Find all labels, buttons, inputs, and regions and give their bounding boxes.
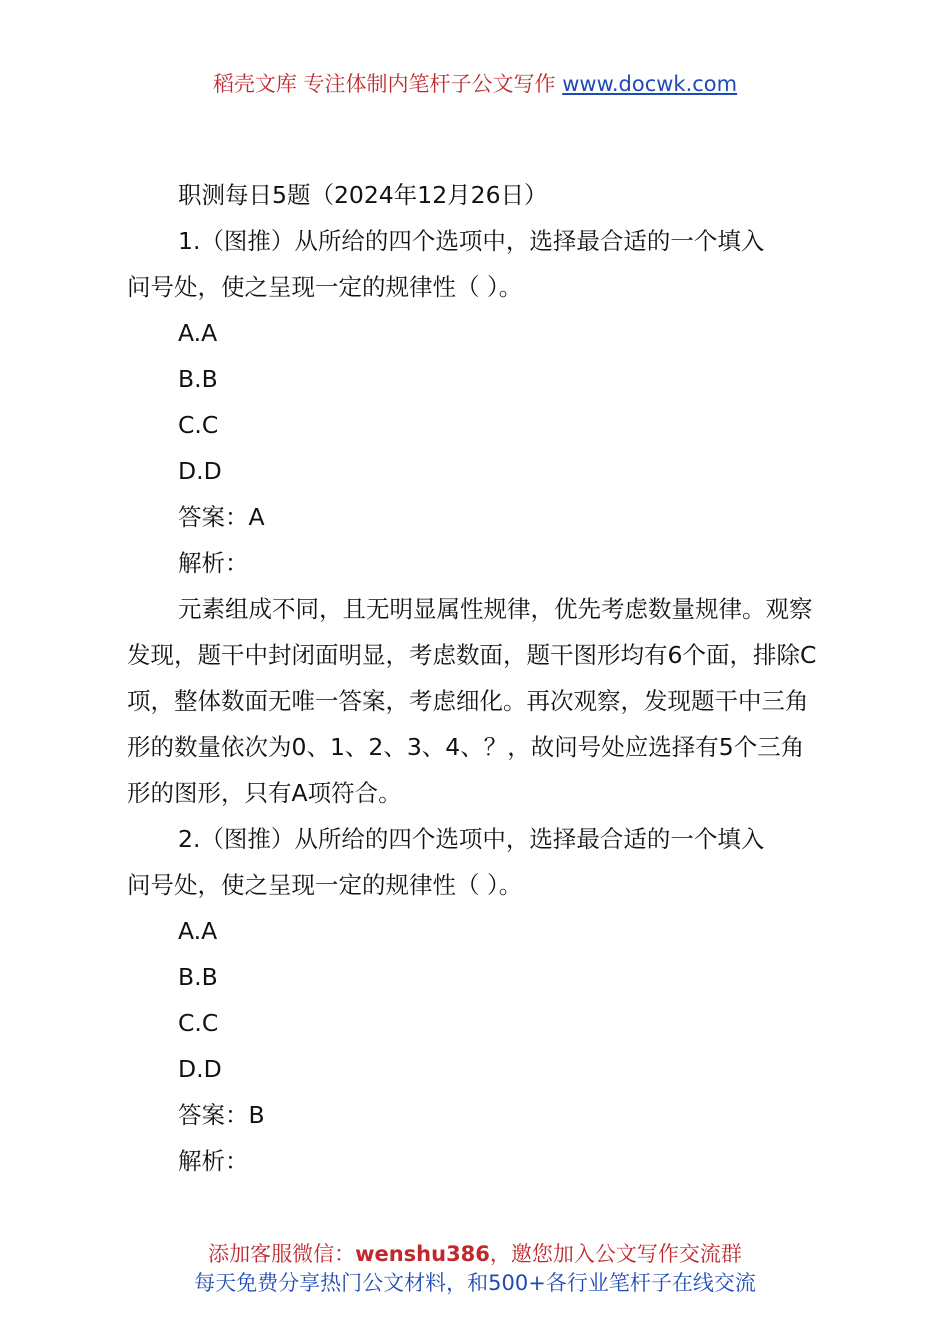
footer-promo-line: 每天免费分享热门公文材料，和500+各行业笔杆子在线交流 <box>194 1271 756 1295</box>
question-2-stem-line-2: 问号处，使之呈现一定的规律性（ ）。 <box>127 871 523 899</box>
page-footer <box>0 1240 950 1298</box>
document-body <box>127 172 827 1184</box>
question-2-answer: 答案：B <box>178 1101 265 1129</box>
page-header <box>0 69 950 99</box>
question-1-option-b: B.B <box>178 365 218 393</box>
footer-contact-prefix: 添加客服微信： <box>208 1242 356 1266</box>
question-1-option-c: C.C <box>178 411 219 439</box>
question-1-analysis: 元素组成不同，且无明显属性规律，优先考虑数量规律。观察发现，题干中封闭面明显，考虑数面，题干图形均有6个面，排除C项，整体数面无唯一答案，考虑细化。再次观察，发现题干中三角形的数量依次为0、1、2、3、4、？，故问号处应选择有5个三角形的图形，只有A项符合。 <box>127 595 817 807</box>
question-1-option-a: A.A <box>178 319 218 347</box>
footer-contact-suffix: ，邀您加入公文写作交流群 <box>489 1242 742 1266</box>
question-1-analysis-label: 解析： <box>178 549 249 577</box>
footer-contact-line <box>0 1240 950 1269</box>
question-1-stem-line-2: 问号处，使之呈现一定的规律性（ ）。 <box>127 273 523 301</box>
footer-wechat-id: wenshu386 <box>355 1242 490 1266</box>
question-2-option-a: A.A <box>178 917 218 945</box>
question-2-option-c: C.C <box>178 1009 219 1037</box>
document-title: 职测每日5题（2024年12月26日） <box>178 181 548 209</box>
question-2-stem-line-1: 2.（图推）从所给的四个选项中，选择最合适的一个填入 <box>178 825 765 853</box>
header-brand-text: 稻壳文库 专注体制内笔杆子公文写作 <box>212 72 556 96</box>
question-1-answer: 答案：A <box>178 503 265 531</box>
header-website-link[interactable]: www.docwk.com <box>562 72 738 96</box>
question-2-option-b: B.B <box>178 963 218 991</box>
question-1-option-d: D.D <box>178 457 222 485</box>
question-2-option-d: D.D <box>178 1055 222 1083</box>
question-2-analysis-label: 解析： <box>178 1147 249 1175</box>
question-1-stem-line-1: 1.（图推）从所给的四个选项中，选择最合适的一个填入 <box>178 227 765 255</box>
